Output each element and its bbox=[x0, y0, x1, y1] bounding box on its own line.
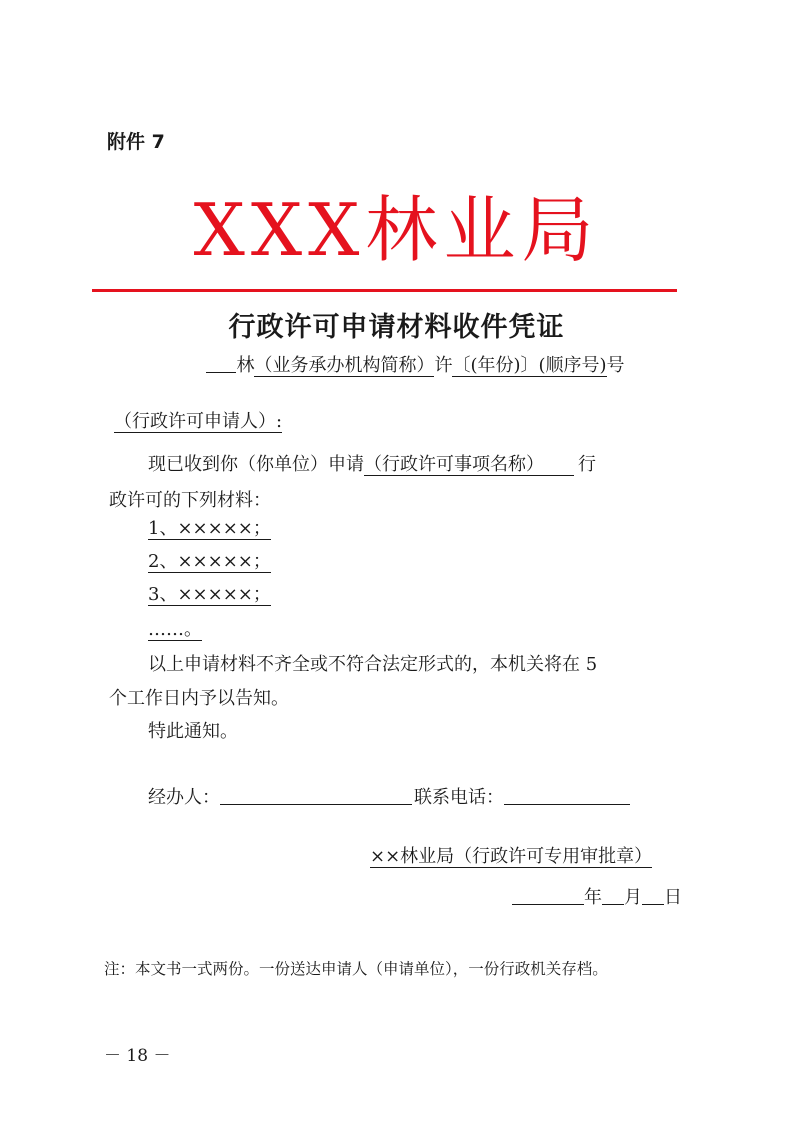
doc-number-blank bbox=[206, 354, 236, 373]
permit-item-name: （行政许可事项名称） bbox=[364, 456, 574, 476]
doc-number-agency-abbr: （业务承办机构简称） bbox=[254, 355, 435, 376]
red-divider-line bbox=[92, 289, 677, 292]
doc-number-year-seq: 〔(年份)〕(顺序号) bbox=[452, 355, 607, 376]
doc-number-suffix: 号 bbox=[606, 355, 625, 376]
page-number: － 18 － bbox=[104, 1046, 171, 1066]
month-label: 月 bbox=[624, 887, 642, 908]
date-row bbox=[512, 883, 682, 909]
doc-number-mid: 许 bbox=[434, 355, 453, 376]
handler-blank bbox=[220, 786, 412, 805]
phone-blank bbox=[504, 786, 630, 805]
material-item-1 bbox=[148, 518, 271, 540]
paragraph-2-line-1: 以上申请材料不齐全或不符合法定形式的，本机关将在 5 bbox=[148, 654, 598, 675]
paragraph-1-line-1 bbox=[148, 450, 596, 476]
approval-seal-text: ××林业局（行政许可专用审批章） bbox=[370, 846, 653, 867]
agency-name-header: XXX林业局 bbox=[193, 188, 600, 272]
material-item-3 bbox=[148, 584, 271, 606]
year-blank bbox=[512, 886, 584, 905]
attachment-label: 附件 7 bbox=[107, 131, 165, 153]
phone-label: 联系电话： bbox=[414, 787, 504, 808]
applicant-placeholder: （行政许可申请人）: bbox=[114, 411, 283, 432]
material-item-1-text: 1、×××××； bbox=[148, 518, 271, 539]
salutation bbox=[114, 411, 282, 433]
material-item-ellipsis bbox=[148, 619, 202, 641]
footnote: 注：本文书一式两份。一份送达申请人（申请单位），一份行政机关存档。 bbox=[104, 960, 608, 978]
material-item-2-text: 2、×××××； bbox=[148, 551, 271, 572]
paragraph-1-line-2: 政许可的下列材料： bbox=[109, 490, 271, 511]
paragraph-2-line-2: 个工作日内予以告知。 bbox=[109, 688, 289, 709]
material-item-2 bbox=[148, 551, 271, 573]
day-label: 日 bbox=[664, 887, 682, 908]
para1-lead: 现已收到你（你单位）申请 bbox=[148, 454, 364, 475]
handler-label: 经办人： bbox=[148, 787, 220, 808]
year-label: 年 bbox=[584, 887, 602, 908]
seal-line bbox=[370, 846, 652, 868]
document-title: 行政许可申请材料收件凭证 bbox=[228, 312, 565, 343]
doc-number-prefix: 林 bbox=[236, 355, 255, 376]
handler-contact-row bbox=[148, 783, 630, 809]
document-number bbox=[0, 351, 793, 377]
month-blank bbox=[602, 886, 624, 905]
material-item-3-text: 3、×××××； bbox=[148, 584, 271, 605]
material-item-ellipsis-text: ……。 bbox=[148, 619, 202, 640]
para1-tail: 行 bbox=[578, 454, 596, 475]
day-blank bbox=[642, 886, 664, 905]
closing-notice: 特此通知。 bbox=[148, 721, 238, 742]
